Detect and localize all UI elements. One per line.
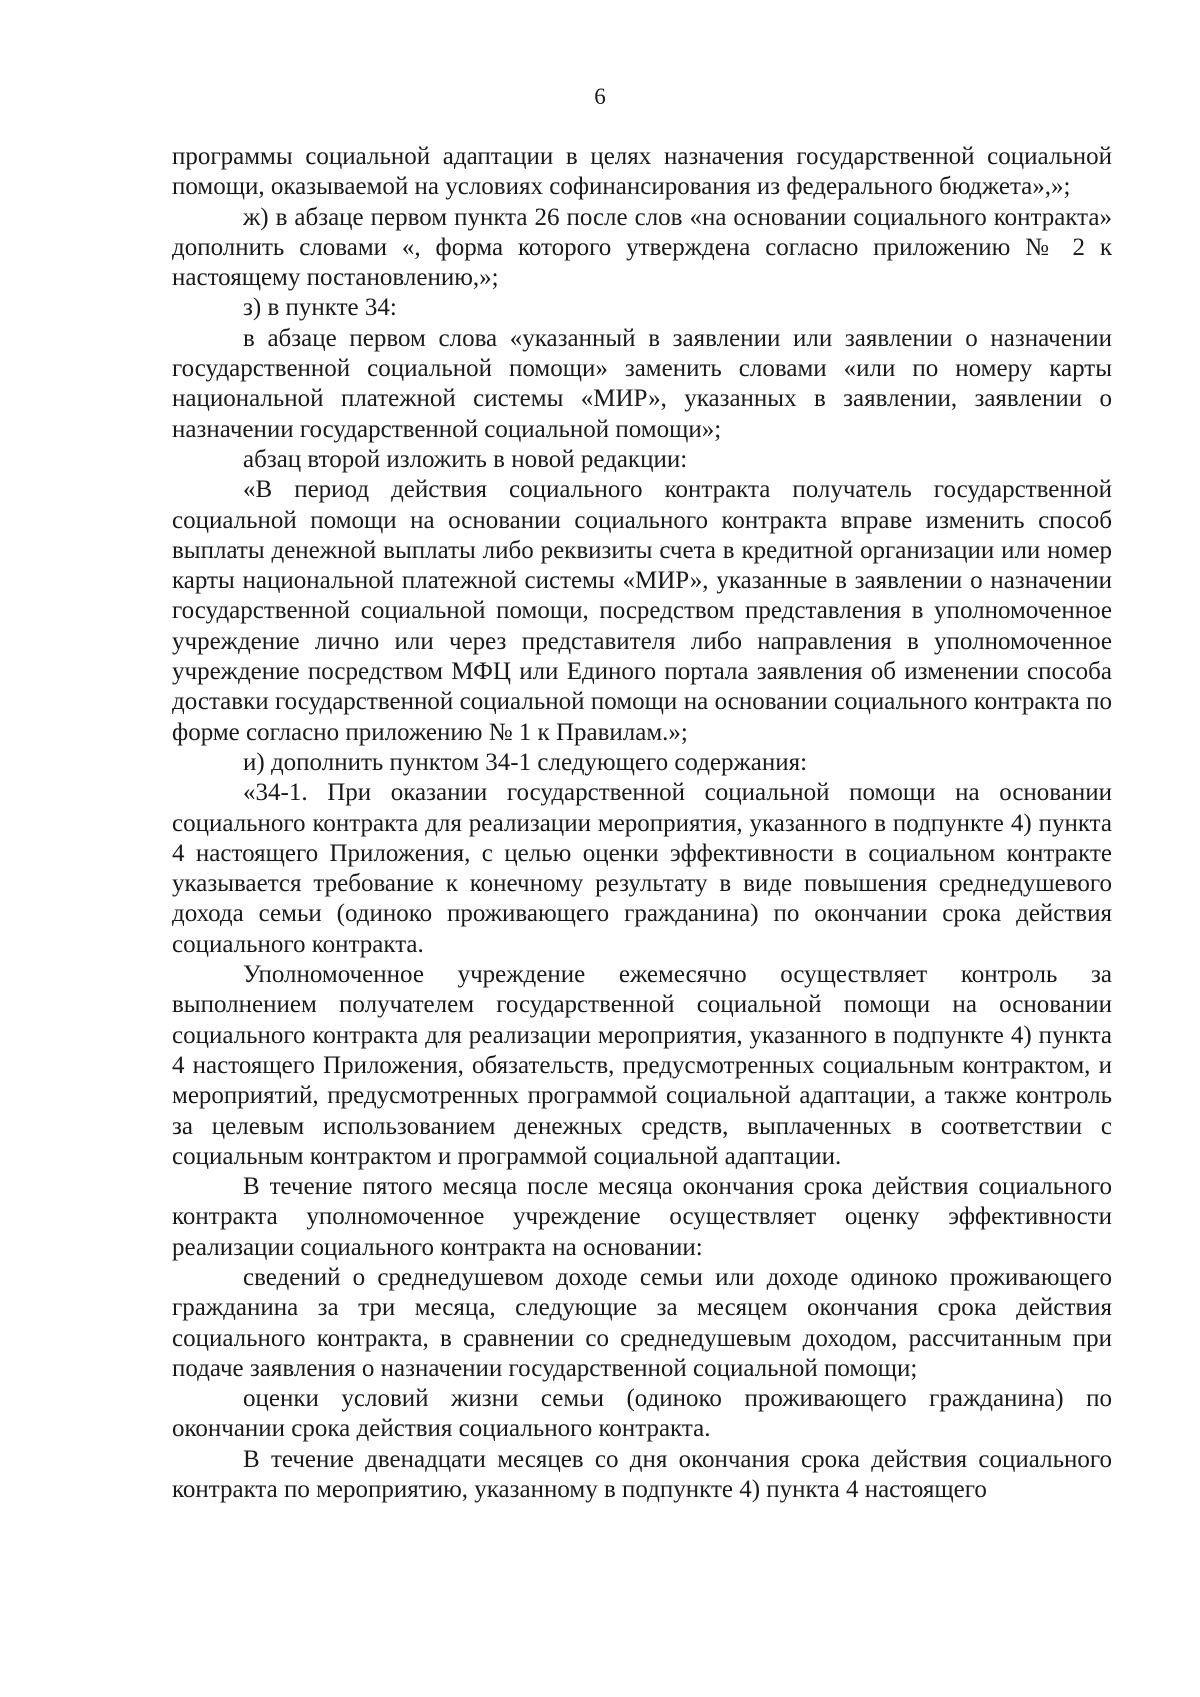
paragraph-fifth-month: В течение пятого месяца после месяца окончания срока действия социального контракта уполномоченное учреждение осуществляет оценку эффективности реализации социального контракта на основании: <box>172 1173 1112 1261</box>
paragraph-twelve-months: В течение двенадцати месяцев со дня окончания срока действия социального контракта по мероприятию, указанному в подпункте 4) пункта 4 настоящего <box>172 1445 1112 1504</box>
paragraph-1: программы социальной адаптации в целях назначения государственной социальной помощи, оказываемой на условиях софинансирования из федерального бюджета»,»; <box>172 143 1112 201</box>
document-body <box>172 142 1112 1505</box>
paragraph-income-info: сведений о среднедушевом доходе семьи или доходе одиноко проживающего гражданина за три месяца, следующие за месяцем окончания срока действия социального контракта, в сравнении со среднедушевым доходом, рассчитанным при подаче заявления о назначении государственной социальной помощи; <box>172 1263 1112 1382</box>
paragraph-new-wording: «В период действия социального контракта получатель государственной социальной помощи на основании социального контракта вправе изменить способ выплаты денежной выплаты либо реквизиты счета в кредитной организации или номер карты национальной платежной системы «МИР», указанные в заявлении о назначении государственной социальной помощи, посредством представления в уполномоченное учреждение лично или через представителя либо направления в уполномоченное учреждение посредством МФЦ или Единого портала заявления об изменении способа доставки государственной социальной помощи на основании социального контракта по форме согласно приложению № 1 к Правилам.»; <box>172 476 1112 746</box>
paragraph-i-item: и) дополнить пунктом 34-1 следующего содержания: <box>243 748 808 776</box>
paragraph-34-1: «34-1. При оказании государственной социальной помощи на основании социального контракта для реализации мероприятия, указанного в подпункте 4) пункта 4 настоящего Приложения, с целью оценки эффективности в социальном контракте указывается требование к конечному результату в виде повышения среднедушевого дохода семьи (одиноко проживающего гражданина) по окончании срока действия социального контракта. <box>172 779 1112 958</box>
paragraph-living-conditions: оценки условий жизни семьи (одиноко проживающего гражданина) по окончании срока действия социального контракта. <box>172 1385 1112 1443</box>
paragraph-zh-item: ж) в абзаце первом пункта 26 после слов «на основании социального контракта» дополнить словами «, форма которого утверждена согласно приложению № 2 к настоящему постановлению,»; <box>172 203 1112 292</box>
page-number: 6 <box>594 84 606 109</box>
paragraph-first-abzac: в абзаце первом слова «указанный в заявлении или заявлении о назначении государственной социальной помощи» заменить словами «или по номеру карты национальной платежной системы «МИР», указанных в заявлении, заявлении о назначении государственной социальной помощи»; <box>172 324 1112 443</box>
paragraph-second-abzac-intro: абзац второй изложить в новой редакции: <box>243 445 688 473</box>
paragraph-z-item: з) в пункте 34: <box>243 294 397 322</box>
paragraph-monthly-control: Уполномоченное учреждение ежемесячно осуществляет контроль за выполнением получателем государственной социальной помощи на основании социального контракта для реализации мероприятия, указанного в подпункте 4) пункта 4 настоящего Приложения, обязательств, предусмотренных социальным контрактом, и мероприятий, предусмотренных программой социальной адаптации, а также контроль за целевым использованием денежных средств, выплаченных в соответствии с социальным контрактом и программой социальной адаптации. <box>172 961 1112 1170</box>
